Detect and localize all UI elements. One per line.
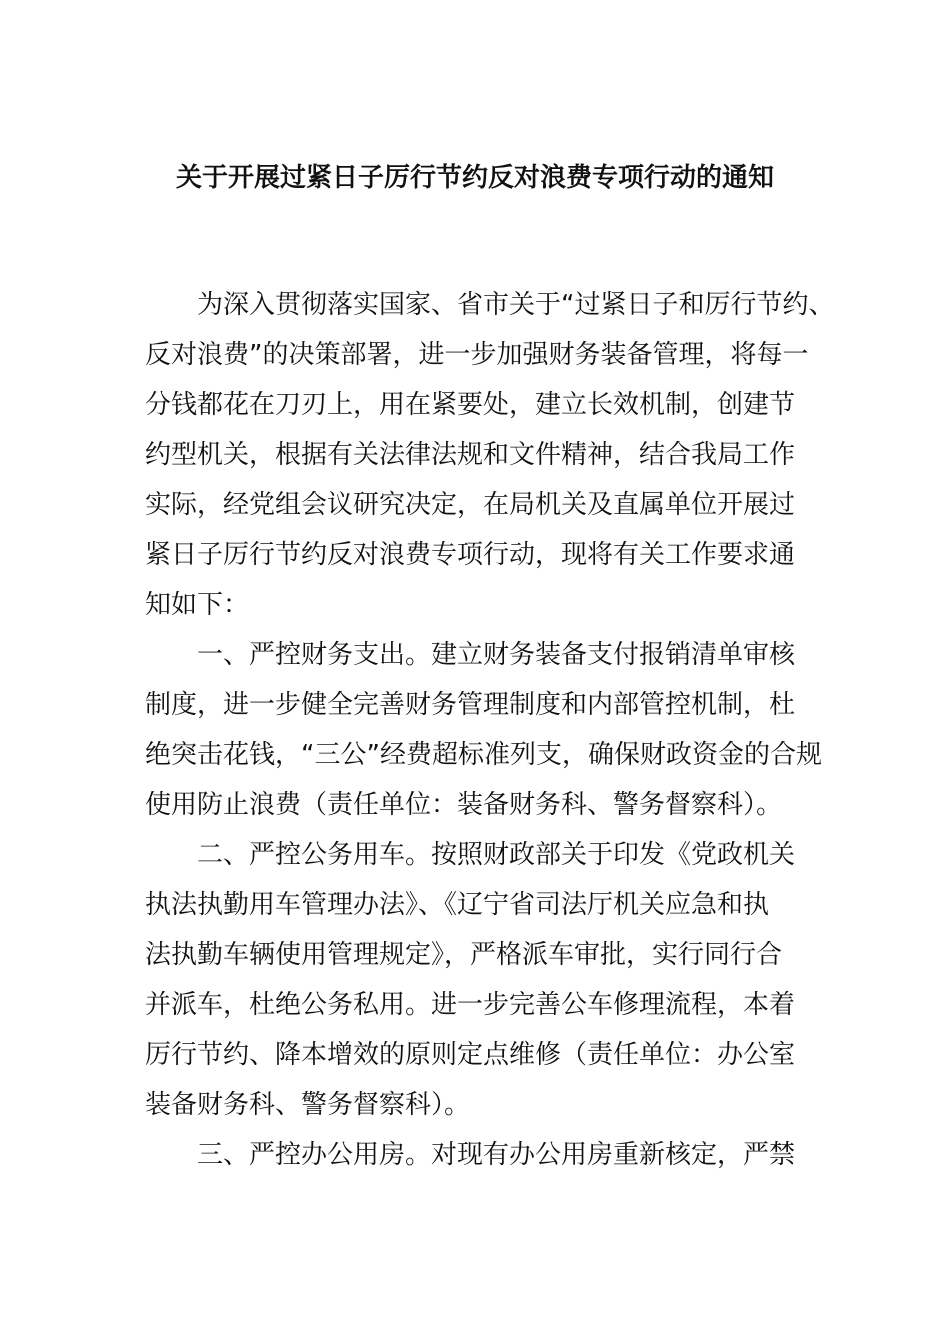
paragraph-line: 绝突击花钱，“三公”经费超标准列支，确保财政资金的合规	[145, 740, 822, 770]
document-body	[145, 280, 835, 1180]
paragraph-line: 制度，进一步健全完善财务管理制度和内部管控机制，杜	[145, 690, 796, 720]
paragraph-line: 执法执勤用车管理办法》、《辽宁省司法厅机关应急和执	[145, 890, 770, 920]
paragraph-line: 装备财务科、警务督察科）。	[145, 1090, 471, 1120]
paragraph-line: 为深入贯彻落实国家、省市关于“过紧日子和厉行节约、	[197, 290, 835, 320]
paragraph-line: 分钱都花在刀刃上，用在紧要处，建立长效机制，创建节	[145, 390, 796, 420]
paragraph-line: 三、严控办公用房。对现有办公用房重新核定，严禁	[197, 1140, 796, 1170]
paragraph-line: 法执勤车辆使用管理规定》，严格派车审批，实行同行合	[145, 940, 783, 970]
document-title: 关于开展过紧日子厉行节约反对浪费专项行动的通知	[175, 163, 774, 193]
paragraph-line: 并派车，杜绝公务私用。进一步完善公车修理流程，本着	[145, 990, 796, 1020]
paragraph-line: 紧日子厉行节约反对浪费专项行动，现将有关工作要求通	[145, 540, 796, 570]
paragraph-line: 反对浪费”的决策部署，进一步加强财务装备管理，将每一	[145, 340, 809, 370]
paragraph-line: 约型机关，根据有关法律法规和文件精神，结合我局工作	[145, 440, 796, 470]
paragraph-line: 二、严控公务用车。按照财政部关于印发《党政机关	[197, 840, 796, 870]
paragraph-line: 使用防止浪费（责任单位：装备财务科、警务督察科）。	[145, 790, 783, 820]
paragraph-line: 实际，经党组会议研究决定，在局机关及直属单位开展过	[145, 490, 796, 520]
paragraph-line: 厉行节约、降本增效的原则定点维修（责任单位：办公室	[145, 1040, 796, 1070]
paragraph-line: 一、严控财务支出。建立财务装备支付报销清单审核	[197, 640, 796, 670]
paragraph-line: 知如下：	[145, 590, 250, 620]
